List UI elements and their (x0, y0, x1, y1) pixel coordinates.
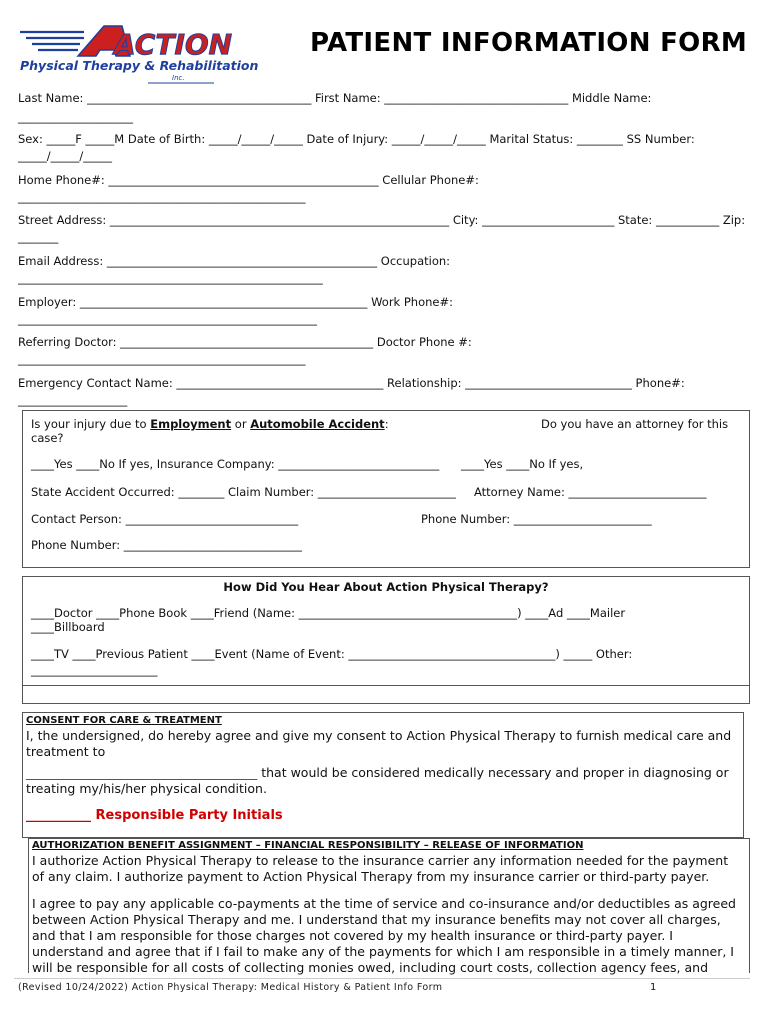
billboard-option[interactable]: ____Billboard (31, 620, 105, 634)
logo-subtitle: Physical Therapy & Rehabilitation (20, 58, 259, 73)
injury-section (22, 410, 750, 568)
attorney-name-field[interactable]: Attorney Name: ________________________ (474, 485, 707, 499)
referring-doctor-field-row[interactable]: Referring Doctor: ____________________________________________ Doctor Phone #: (18, 335, 472, 349)
address-field-row[interactable]: Street Address: ___________________________________________________________ City: _______________________ State: ___________ Zip: (18, 213, 746, 227)
authorization-heading: AUTHORIZATION BENEFIT ASSIGNMENT – FINANCIAL RESPONSIBILITY – RELEASE OF INFORMATION (32, 840, 584, 851)
authorization-paragraph-2: I agree to pay any applicable co-payments at the time of service and co-insurance and/or deductibles as agreed between Action Physical Therapy and me. I understand that my insurance benefits may not cover all charges, and that I am responsible for those charges not covered by my health insurance or third-party payer. I understand and agree that if I fail to make any of the payments for which I am responsible in a timely manner, I will be responsible for all costs of collecting monies owed, including court costs, collection agency fees, and (32, 896, 736, 975)
injury-question-suffix: : (384, 417, 389, 431)
footer-text: (Revised 10/24/2022) Action Physical Therapy: Medical History & Patient Info Form (18, 982, 443, 993)
referral-options-row2[interactable]: ____TV ____Previous Patient ____Event (Name of Event: ____________________________________) _____ Other: (31, 647, 633, 661)
contact-phone-field[interactable]: Phone Number: _______________________________ (31, 538, 303, 552)
footer-divider (14, 978, 750, 979)
referral-divider (23, 685, 749, 686)
logo-word: ACTION (114, 28, 233, 61)
injury-question-prefix: Is your injury due to (31, 417, 151, 431)
attorney-phone-field[interactable]: Phone Number: ________________________ (421, 512, 652, 526)
doctor-phone-field[interactable]: __________________________________________________ (18, 352, 306, 366)
employer-field-row[interactable]: Employer: __________________________________________________ Work Phone#: (18, 295, 454, 309)
page-number: 1 (650, 982, 657, 993)
initials-label: Responsible Party Initials (95, 808, 283, 823)
email-field-row[interactable]: Email Address: _______________________________________________ Occupation: (18, 254, 451, 268)
initials-blank[interactable]: __________ (26, 808, 91, 823)
page-title: PATIENT INFORMATION FORM (310, 28, 748, 58)
work-phone-field[interactable]: ____________________________________________________ (18, 312, 317, 326)
contact-person-field[interactable]: Contact Person: ______________________________ (31, 512, 299, 526)
company-logo (18, 22, 280, 84)
home-phone-field-row[interactable]: Home Phone#: _______________________________________________ Cellular Phone#: (18, 173, 479, 187)
logo-inc: Inc. (172, 74, 185, 82)
name-field-row[interactable]: Last Name: _______________________________________ First Name: ________________________________ Middle Name: (18, 91, 652, 105)
referral-options-row1[interactable]: ____Doctor ____Phone Book ____Friend (Name: ______________________________________) ____Ad ____Mailer (31, 606, 626, 620)
attorney-question-cont: case? (31, 431, 64, 445)
consent-heading: CONSENT FOR CARE & TREATMENT (26, 715, 222, 726)
logo-graphic (18, 22, 280, 84)
injury-yes-no-insurance[interactable]: ____Yes ____No If yes, Insurance Company: ____________________________ (31, 457, 440, 471)
demographics-field-row[interactable]: Sex: _____F _____M Date of Birth: _____/_____/_____ Date of Injury: _____/_____/_____ Marital Status: ________ SS Number: (18, 132, 695, 146)
zip-field[interactable]: _______ (18, 230, 59, 244)
consent-section (22, 712, 744, 838)
injury-question-or: or (231, 417, 251, 431)
cellular-phone-field[interactable]: __________________________________________________ (18, 190, 306, 204)
state-claim-field[interactable]: State Accident Occurred: ________ Claim Number: ________________________ (31, 485, 456, 499)
emergency-phone-field[interactable]: ___________________ (18, 393, 128, 407)
referral-title: How Did You Hear About Action Physical Therapy? (223, 580, 549, 594)
occupation-field[interactable]: _____________________________________________________ (18, 271, 323, 285)
name-field-row-cont[interactable]: ____________________ (18, 110, 133, 124)
attorney-yes-no[interactable]: ____Yes ____No If yes, (461, 457, 584, 471)
initials-row (26, 808, 283, 824)
consent-paragraph-1: I, the undersigned, do hereby agree and give my consent to Action Physical Therapy to furnish medical care and treatment to (26, 728, 732, 759)
consent-paragraph-2 (26, 765, 738, 797)
attorney-question: Do you have an attorney for this (541, 417, 729, 431)
authorization-paragraph-1: I authorize Action Physical Therapy to release to the insurance carrier any information needed for the payment of any claim. I authorize payment to Action Physical Therapy from my insurance carrier or third-party payer. (32, 853, 729, 884)
consent-paragraph-2-text: that would be considered medically necessary and proper in diagnosing or treating my/his/her physical condition. (26, 765, 729, 796)
other-referral-field[interactable]: ______________________ (31, 663, 158, 677)
ss-number-field[interactable]: _____/_____/_____ (18, 149, 112, 163)
referral-section (22, 576, 750, 704)
patient-name-blank[interactable]: _____________________________________ (26, 765, 258, 780)
emergency-contact-field-row[interactable]: Emergency Contact Name: ____________________________________ Relationship: _____________________________ Phone#: (18, 376, 685, 390)
authorization-section (28, 838, 750, 973)
employment-option: Employment (150, 417, 232, 431)
automobile-accident-option: Automobile Accident (250, 417, 385, 431)
injury-question (31, 417, 389, 432)
